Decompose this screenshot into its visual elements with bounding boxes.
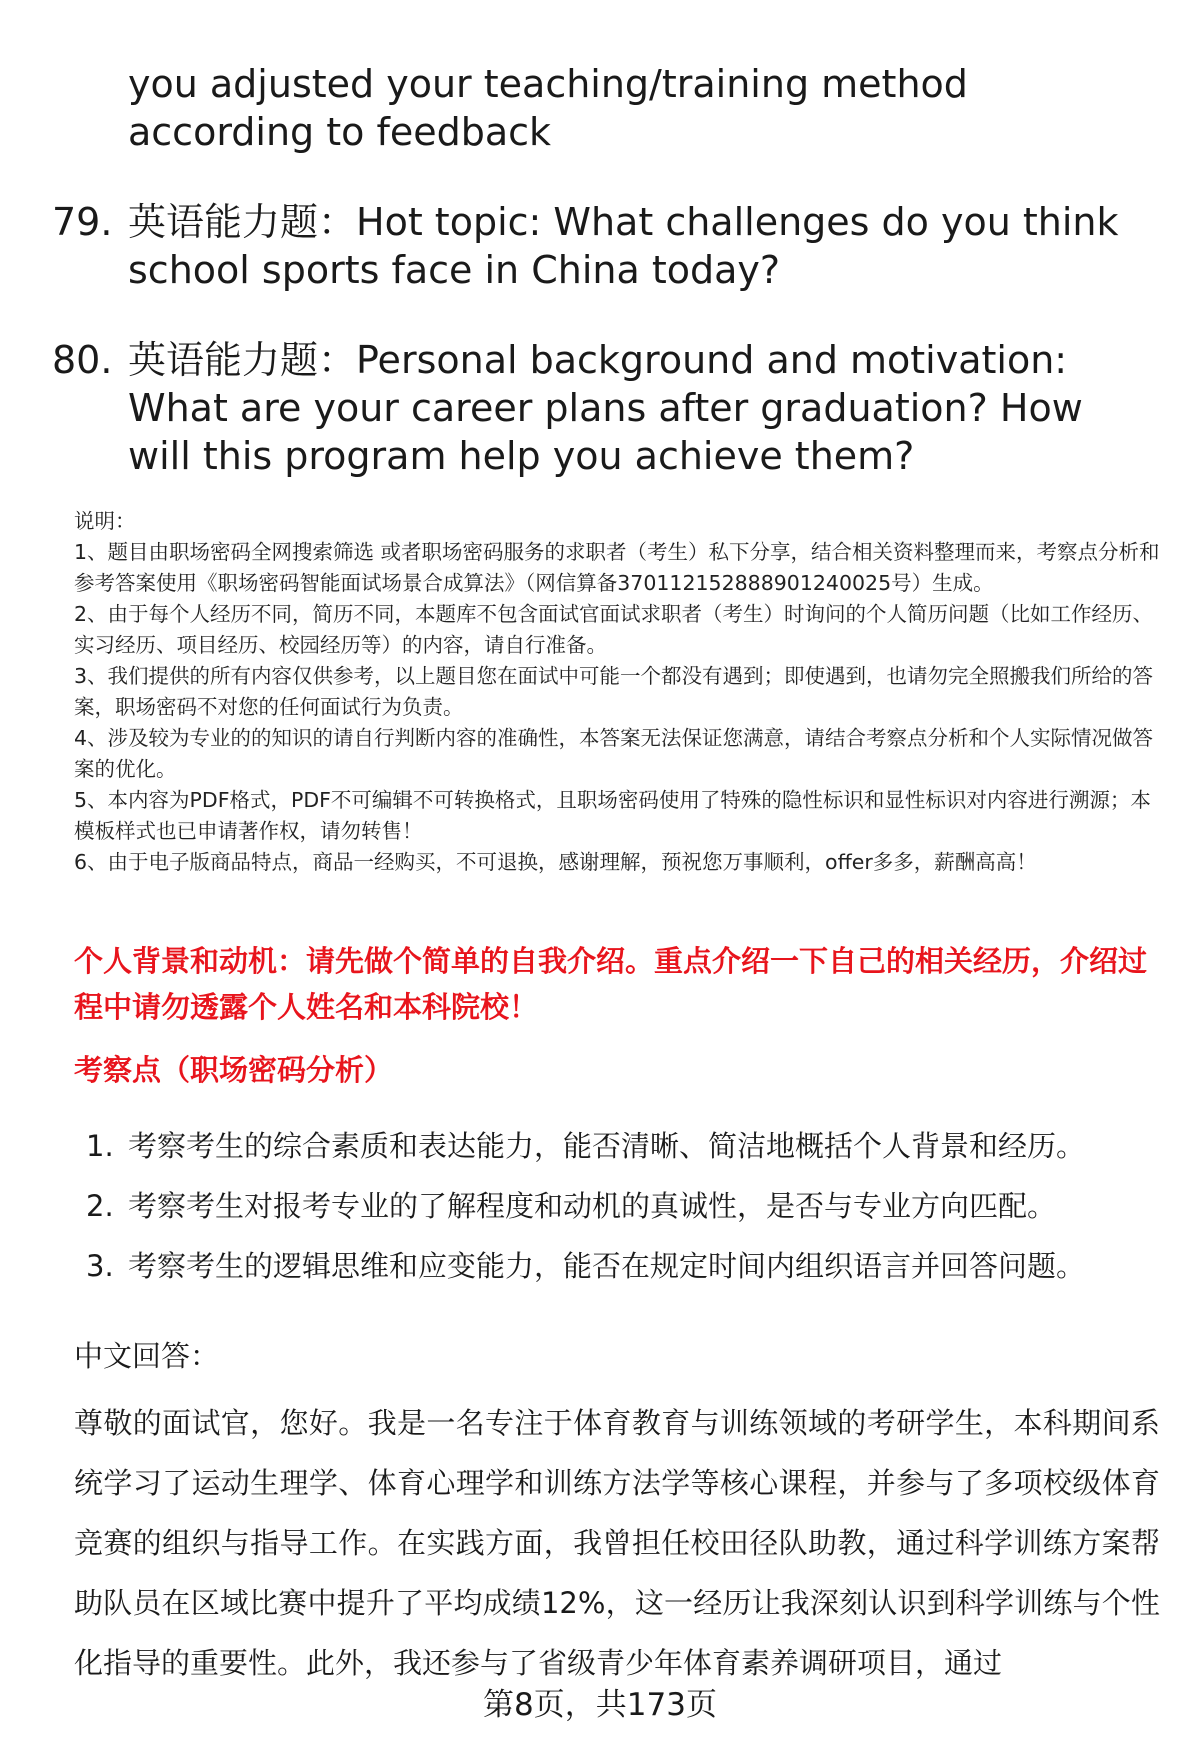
page-number: 第8页，共173页	[483, 1687, 717, 1723]
assessment-point	[0, 1186, 1200, 1246]
question-number: 80.	[52, 338, 113, 382]
question-item	[0, 60, 1200, 156]
assessment-point	[0, 1246, 1200, 1306]
notes-title: 说明：	[74, 509, 136, 533]
section-subheading: 考察点（职场密码分析）	[74, 1053, 394, 1087]
assessment-point	[0, 1126, 1200, 1186]
note-item: 5、本内容为PDF格式，PDF不可编辑不可转换格式，且职场密码使用了特殊的隐性标识和显性标识对内容进行溯源；本模板样式也已申请著作权，请勿转售！	[74, 788, 1151, 843]
question-list	[0, 60, 1200, 480]
note-item: 2、由于每个人经历不同，简历不同，本题库不包含面试官面试求职者（考生）时询问的个人简历问题（比如工作经历、实习经历、项目经历、校园经历等）的内容，请自行准备。	[74, 602, 1154, 657]
question-item	[0, 336, 1200, 480]
question-text: you adjusted your teaching/training method according to feedback	[128, 62, 968, 154]
answer-label: 中文回答：	[74, 1339, 220, 1373]
answer-text: 尊敬的面试官，您好。我是一名专注于体育教育与训练领域的考研学生，本科期间系统学习了运动生理学、体育心理学和训练方法学等核心课程，并参与了多项校级体育竞赛的组织与指导工作。在实践方面，我曾担任校田径队助教，通过科学训练方案帮助队员在区域比赛中提升了平均成绩12%，这一经历让我深刻认识到科学训练与个性化指导的重要性。此外，我还参与了省级青少年体育素养调研项目，通过	[74, 1406, 1160, 1680]
point-number: 1.	[86, 1129, 114, 1163]
section-heading: 个人背景和动机：请先做个简单的自我介绍。重点介绍一下自己的相关经历，介绍过程中请勿透露个人姓名和本科院校！	[74, 944, 1148, 1024]
note-item: 1、题目由职场密码全网搜索筛选 或者职场密码服务的求职者（考生）私下分享，结合相关资料整理而来，考察点分析和参考答案使用《职场密码智能面试场景合成算法》（网信算备370112152888901240025号）生成。	[74, 540, 1160, 595]
question-text: 英语能力题：Personal background and motivation: What are your career plans after graduation? How will this program help you achieve them?	[128, 338, 1083, 478]
point-number: 2.	[86, 1189, 114, 1223]
note-item: 6、由于电子版商品特点，商品一经购买，不可退换，感谢理解，预祝您万事顺利，offer多多，薪酬高高！	[74, 850, 1037, 874]
question-number: 79.	[52, 200, 113, 244]
question-text: 英语能力题：Hot topic: What challenges do you think school sports face in China today?	[128, 200, 1119, 292]
point-text: 考察考生的逻辑思维和应变能力，能否在规定时间内组织语言并回答问题。	[128, 1249, 1086, 1283]
point-text: 考察考生的综合素质和表达能力，能否清晰、简洁地概括个人背景和经历。	[128, 1129, 1086, 1163]
assessment-points	[0, 1126, 1200, 1306]
note-item: 3、我们提供的所有内容仅供参考，以上题目您在面试中可能一个都没有遇到；即使遇到，也请勿完全照搬我们所给的答案，职场密码不对您的任何面试行为负责。	[74, 664, 1154, 719]
question-item	[0, 198, 1200, 294]
point-text: 考察考生对报考专业的了解程度和动机的真诚性，是否与专业方向匹配。	[128, 1189, 1057, 1223]
notes-section	[74, 506, 1164, 878]
point-number: 3.	[86, 1249, 114, 1283]
note-item: 4、涉及较为专业的的知识的请自行判断内容的准确性，本答案无法保证您满意，请结合考察点分析和个人实际情况做答案的优化。	[74, 726, 1154, 781]
